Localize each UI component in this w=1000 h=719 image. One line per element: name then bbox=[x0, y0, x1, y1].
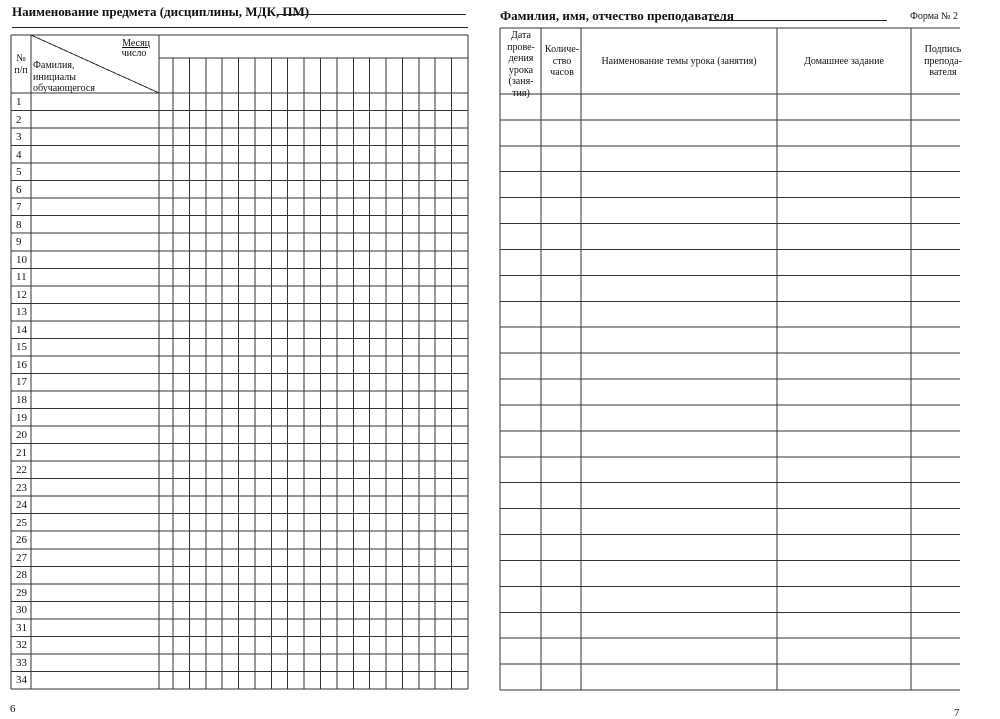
row-number: 16 bbox=[16, 358, 27, 371]
form-label: Форма № 2 bbox=[910, 11, 958, 22]
row-number: 12 bbox=[16, 288, 27, 301]
teacher-input-line[interactable] bbox=[709, 20, 887, 21]
day-header: число bbox=[121, 48, 147, 59]
col-signature-header: Подпись преподa- вателя bbox=[924, 44, 962, 78]
row-number: 8 bbox=[16, 218, 22, 231]
row-number: 28 bbox=[16, 569, 27, 582]
row-number: 4 bbox=[16, 148, 22, 161]
row-number: 20 bbox=[16, 429, 27, 442]
row-number: 5 bbox=[16, 166, 22, 179]
page-number-left: 6 bbox=[10, 703, 16, 715]
col-topic-header: Наименование темы урока (занятия) bbox=[601, 56, 757, 67]
row-number: 31 bbox=[16, 621, 27, 634]
row-number: 24 bbox=[16, 499, 27, 512]
row-number: 13 bbox=[16, 306, 27, 319]
row-number: 22 bbox=[16, 464, 27, 477]
col-homework-header: Домашнее задание bbox=[804, 56, 884, 67]
row-number: 11 bbox=[16, 271, 27, 284]
col-date-header: Дата прове- дения урока (заня- тия) bbox=[507, 30, 535, 99]
col-hours-header: Количе- ство часов bbox=[544, 44, 580, 78]
row-number: 30 bbox=[16, 604, 27, 617]
row-number: 29 bbox=[16, 586, 27, 599]
row-number: 19 bbox=[16, 411, 27, 424]
row-number: 2 bbox=[16, 113, 22, 126]
row-number: 18 bbox=[16, 394, 27, 406]
row-number: 32 bbox=[16, 639, 27, 652]
row-number: 14 bbox=[16, 323, 27, 336]
page-number-right: 7 bbox=[954, 707, 960, 719]
name-column-header: Фамилия, инициалы обучающегося bbox=[33, 60, 95, 94]
subject-heading: Наименование предмета (дисциплины, МДК, ПМ) bbox=[12, 4, 310, 19]
row-number: 7 bbox=[16, 201, 22, 214]
row-number: 23 bbox=[16, 481, 27, 494]
teacher-heading: Фамилия, имя, отчество преподавателя bbox=[500, 8, 734, 23]
row-number: 15 bbox=[16, 341, 27, 354]
num-column-header: № п/п bbox=[14, 53, 28, 76]
row-number: 1 bbox=[16, 96, 22, 108]
row-number: 17 bbox=[16, 376, 27, 389]
row-number: 10 bbox=[16, 253, 27, 266]
row-number: 26 bbox=[16, 534, 27, 547]
row-number: 21 bbox=[16, 446, 27, 459]
month-header: Месяц bbox=[122, 38, 150, 49]
row-number: 34 bbox=[16, 674, 27, 687]
attendance-grid bbox=[0, 0, 500, 717]
row-number: 3 bbox=[16, 131, 22, 144]
row-number: 9 bbox=[16, 236, 22, 249]
row-number: 33 bbox=[16, 656, 27, 669]
row-number: 27 bbox=[16, 551, 27, 564]
row-number: 25 bbox=[16, 516, 27, 529]
row-number: 6 bbox=[16, 183, 22, 196]
